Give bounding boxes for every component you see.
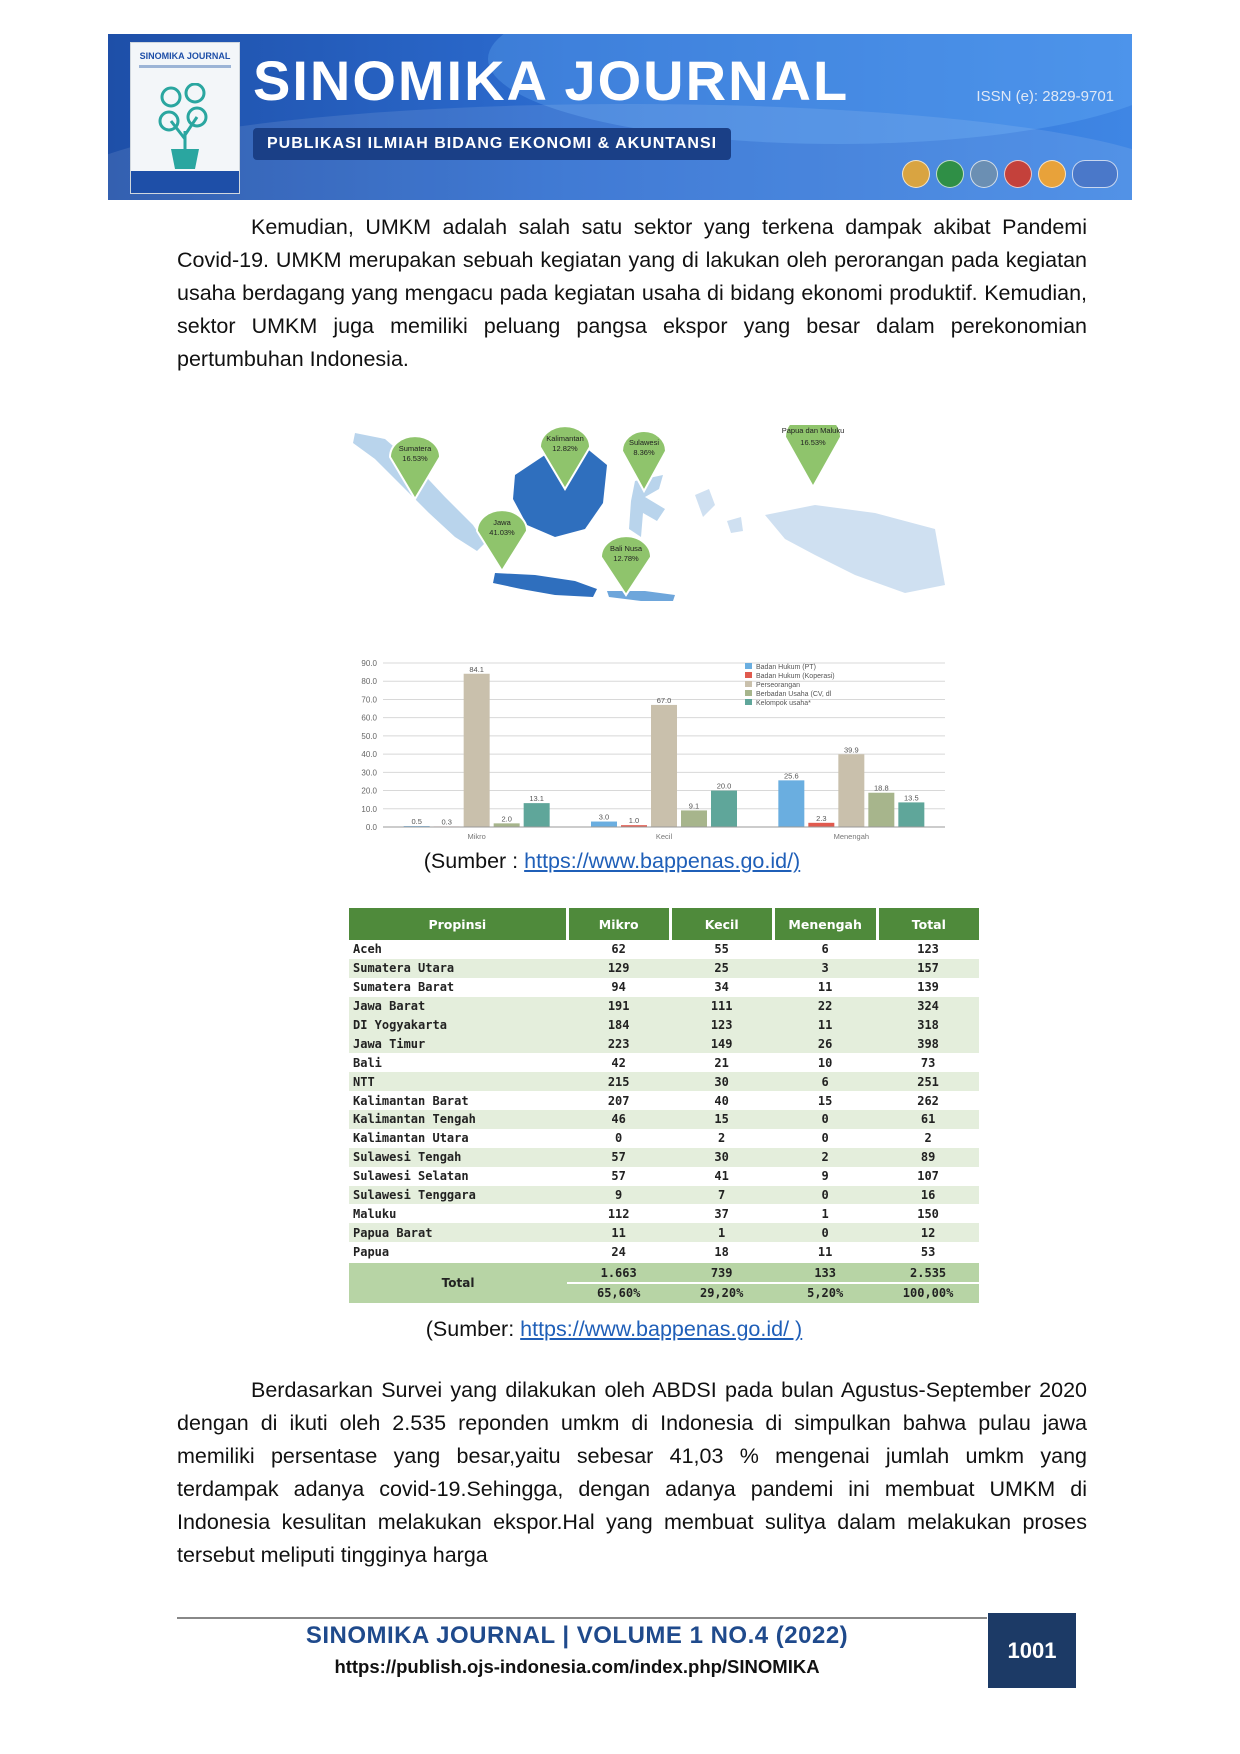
total-count-cell: 739	[670, 1262, 773, 1283]
value-cell: 40	[670, 1091, 773, 1110]
y-tick-label: 60.0	[361, 713, 377, 723]
table-row	[349, 1072, 979, 1091]
province-cell: Sulawesi Tengah	[349, 1148, 567, 1167]
province-cell: Papua Barat	[349, 1223, 567, 1242]
value-cell: 2	[773, 1148, 877, 1167]
table-row	[349, 978, 979, 997]
map-pin-name: Sulawesi	[628, 438, 660, 447]
value-cell: 57	[567, 1148, 670, 1167]
value-cell: 53	[877, 1242, 979, 1262]
value-cell: 0	[773, 1129, 877, 1148]
data-label: 18.8	[874, 783, 889, 793]
figure-caption-1	[0, 849, 1232, 874]
journal-cover-thumbnail	[130, 42, 240, 194]
value-cell: 73	[877, 1053, 979, 1072]
value-cell: 18	[670, 1242, 773, 1262]
column-header: Menengah	[773, 908, 877, 940]
value-cell: 94	[567, 978, 670, 997]
province-cell: Kalimantan Tengah	[349, 1110, 567, 1129]
value-cell: 157	[877, 959, 979, 978]
value-cell: 61	[877, 1110, 979, 1129]
map-pin-value: 12.78%	[613, 554, 639, 563]
value-cell: 10	[773, 1053, 877, 1072]
value-cell: 9	[773, 1167, 877, 1186]
province-cell: Maluku	[349, 1204, 567, 1223]
province-cell: Jawa Barat	[349, 997, 567, 1016]
data-label: 13.1	[529, 794, 544, 804]
value-cell: 55	[670, 940, 773, 959]
data-label: 67.0	[656, 695, 672, 705]
column-header: Mikro	[567, 908, 670, 940]
province-cell: Kalimantan Barat	[349, 1091, 567, 1110]
total-percent-cell: 5,20%	[773, 1283, 877, 1303]
table-row	[349, 1186, 979, 1205]
garuda-icon	[902, 160, 930, 188]
footer-url[interactable]: https://publish.ojs-indonesia.com/index.php/SINOMIKA	[334, 1656, 820, 1677]
value-cell: 0	[567, 1129, 670, 1148]
legend-swatch	[745, 663, 752, 669]
value-cell: 150	[877, 1204, 979, 1223]
bar-perseorangan	[464, 674, 490, 827]
table-row	[349, 940, 979, 959]
bar-badan-hukum-koperasi-	[808, 823, 834, 827]
value-cell: 324	[877, 997, 979, 1016]
body-paragraph-1: Kemudian, UMKM adalah salah satu sektor yang terkena dampak akibat Pandemi Covid-19. UMKM merupakan sebuah kegiatan yang di lakukan oleh perorangan pada kegiatan usaha berdagang yang mengacu pada kegiatan usaha di bidang ekonomi produktif. Kemudian, sektor UMKM juga memiliki peluang pangsa ekspor yang besar dalam perekonomian pertumbuhan Indonesia.	[177, 215, 1087, 371]
caption-prefix: (Sumber :	[423, 849, 525, 873]
cover-title: SINOMIKA JOURNAL	[139, 51, 231, 61]
y-tick-label: 50.0	[361, 731, 377, 741]
map-pin-name: Sumatera	[398, 444, 432, 453]
bar-perseorangan	[651, 705, 677, 827]
value-cell: 6	[773, 1072, 877, 1091]
value-cell: 129	[567, 959, 670, 978]
journal-banner	[108, 34, 1132, 200]
value-cell: 215	[567, 1072, 670, 1091]
value-cell: 107	[877, 1167, 979, 1186]
table-row	[349, 1110, 979, 1129]
bar-berbadan-usaha-cv-dl	[494, 823, 520, 827]
footer-journal-title: SINOMIKA JOURNAL | VOLUME 1 NO.4 (2022)	[305, 1622, 849, 1649]
value-cell: 0	[773, 1223, 877, 1242]
value-cell: 11	[773, 1242, 877, 1262]
value-cell: 15	[670, 1110, 773, 1129]
value-cell: 57	[567, 1167, 670, 1186]
province-cell: DI Yogyakarta	[349, 1016, 567, 1035]
y-tick-label: 70.0	[361, 695, 377, 705]
value-cell: 0	[773, 1186, 877, 1205]
bar-badan-hukum-pt-	[778, 780, 804, 827]
value-cell: 24	[567, 1242, 670, 1262]
value-cell: 2	[877, 1129, 979, 1148]
value-cell: 123	[670, 1016, 773, 1035]
value-cell: 1	[670, 1223, 773, 1242]
data-label: 0.5	[411, 817, 422, 827]
table-row	[349, 997, 979, 1016]
value-cell: 251	[877, 1072, 979, 1091]
bar-badan-hukum-pt-	[591, 822, 617, 827]
map-pin-value: 16.53%	[402, 454, 428, 463]
value-cell: 41	[670, 1167, 773, 1186]
total-count-cell: 1.663	[567, 1262, 670, 1283]
value-cell: 0	[773, 1110, 877, 1129]
value-cell: 262	[877, 1091, 979, 1110]
total-percent-cell: 100,00%	[877, 1283, 979, 1303]
value-cell: 7	[670, 1186, 773, 1205]
value-cell: 398	[877, 1034, 979, 1053]
table-row	[349, 1223, 979, 1242]
footer-divider	[177, 1617, 987, 1619]
value-cell: 62	[567, 940, 670, 959]
value-cell: 42	[567, 1053, 670, 1072]
table-header-row	[349, 908, 979, 940]
data-label: 25.6	[784, 771, 799, 781]
map-pin-value: 41.03%	[489, 528, 515, 537]
legend-label: Badan Hukum (PT)	[756, 664, 816, 671]
source-link[interactable]: https://www.bappenas.go.id/ )	[520, 1317, 803, 1341]
table-row	[349, 1053, 979, 1072]
data-label: 3.0	[598, 812, 610, 822]
map-pin-value: 8.36%	[633, 448, 655, 457]
y-tick-label: 10.0	[361, 804, 377, 814]
table-row	[349, 1242, 979, 1262]
total-label: Total	[349, 1262, 567, 1303]
value-cell: 223	[567, 1034, 670, 1053]
map-pin-name: Kalimantan	[546, 434, 584, 443]
table-row	[349, 1204, 979, 1223]
province-cell: NTT	[349, 1072, 567, 1091]
google-scholar-icon	[1072, 160, 1118, 188]
value-cell: 11	[567, 1223, 670, 1242]
map-pin-name: Jawa	[493, 518, 511, 527]
value-cell: 3	[773, 959, 877, 978]
bar-kelompok-usaha-	[711, 791, 737, 827]
map-pin-value: 12.82%	[552, 444, 578, 453]
value-cell: 111	[670, 997, 773, 1016]
body-paragraph-2: Berdasarkan Survei yang dilakukan oleh ABDSI pada bulan Agustus-September 2020 dengan di ikuti oleh 2.535 reponden umkm di Indonesia di simpulkan bahwa pulau jawa memiliki persentase yang besar,yaitu sebesar 41,03 % mengenai jumlah umkm yang terdampak adanya covid-19.Sehingga, dengan adanya pandemi ini membuat UMKM di Indonesia kesulitan melakukan ekspor.Hal yang membuat sulitya dalam melakukan proses tersebut meliputi tingginya harga	[177, 1378, 1087, 1567]
bar-kelompok-usaha-	[524, 803, 550, 827]
province-cell: Papua	[349, 1242, 567, 1262]
y-tick-label: 90.0	[361, 659, 377, 668]
table-row	[349, 959, 979, 978]
table-row	[349, 1034, 979, 1053]
province-cell: Aceh	[349, 940, 567, 959]
indonesia-umkm-map	[345, 425, 958, 630]
legend-swatch	[745, 681, 752, 687]
province-cell: Sulawesi Selatan	[349, 1167, 567, 1186]
bar-berbadan-usaha-cv-dl	[681, 810, 707, 827]
data-label: 2.3	[816, 813, 827, 823]
value-cell: 191	[567, 997, 670, 1016]
table-row	[349, 1016, 979, 1035]
table-row	[349, 1148, 979, 1167]
map-pin-value: 16.53%	[800, 438, 826, 447]
y-tick-label: 80.0	[361, 677, 377, 687]
data-label: 13.5	[904, 793, 919, 803]
value-cell: 89	[877, 1148, 979, 1167]
value-cell: 184	[567, 1016, 670, 1035]
page-number: 1001	[988, 1613, 1076, 1688]
value-cell: 37	[670, 1204, 773, 1223]
table-row	[349, 1167, 979, 1186]
value-cell: 12	[877, 1223, 979, 1242]
data-label: 0.3	[441, 817, 452, 827]
data-label: 1.0	[628, 816, 640, 826]
data-label: 2.0	[501, 814, 512, 824]
doi-icon	[1038, 160, 1066, 188]
x-category-label: Kecil	[655, 832, 673, 841]
y-tick-label: 0.0	[365, 823, 377, 832]
y-tick-label: 20.0	[361, 786, 377, 796]
bar-berbadan-usaha-cv-dl	[868, 793, 894, 827]
table-row	[349, 1129, 979, 1148]
table-row	[349, 1091, 979, 1110]
map-pin-name: Papua dan Maluku	[781, 426, 845, 435]
value-cell: 123	[877, 940, 979, 959]
province-cell: Sulawesi Tenggara	[349, 1186, 567, 1205]
value-cell: 22	[773, 997, 877, 1016]
value-cell: 149	[670, 1034, 773, 1053]
value-cell: 30	[670, 1072, 773, 1091]
province-cell: Sumatera Barat	[349, 978, 567, 997]
legend-label: Berbadan Usaha (CV, dl	[756, 691, 832, 698]
total-percent-cell: 29,20%	[670, 1283, 773, 1303]
legend-label: Perseorangan	[756, 682, 800, 689]
data-label: 84.1	[469, 664, 484, 674]
value-cell: 2	[670, 1129, 773, 1148]
value-cell: 16	[877, 1186, 979, 1205]
journal-name: SINOMIKA JOURNAL	[253, 49, 850, 112]
table-total-row	[349, 1262, 979, 1283]
total-percent-cell: 65,60%	[567, 1283, 670, 1303]
value-cell: 1	[773, 1204, 877, 1223]
value-cell: 25	[670, 959, 773, 978]
legend-swatch	[745, 699, 752, 705]
map-pin-name: Bali Nusa	[609, 544, 643, 553]
value-cell: 112	[567, 1204, 670, 1223]
total-count-cell: 2.535	[877, 1262, 979, 1283]
umkm-province-table	[349, 908, 979, 1303]
value-cell: 207	[567, 1091, 670, 1110]
caption-prefix: (Sumber:	[425, 1317, 521, 1341]
journal-subtitle: PUBLIKASI ILMIAH BIDANG EKONOMI & AKUNTANSI	[253, 128, 731, 160]
value-cell: 21	[670, 1053, 773, 1072]
value-cell: 6	[773, 940, 877, 959]
value-cell: 9	[567, 1186, 670, 1205]
value-cell: 15	[773, 1091, 877, 1110]
bar-kelompok-usaha-	[898, 802, 924, 827]
bar-perseorangan	[838, 754, 864, 827]
data-label: 9.1	[688, 801, 700, 811]
value-cell: 139	[877, 978, 979, 997]
umkm-bar-chart	[345, 655, 958, 848]
value-cell: 11	[773, 1016, 877, 1035]
kemdikbud-icon	[936, 160, 964, 188]
x-category-label: Menengah	[833, 832, 870, 841]
y-tick-label: 40.0	[361, 750, 377, 760]
province-cell: Kalimantan Utara	[349, 1129, 567, 1148]
source-link[interactable]: https://www.bappenas.go.id/)	[524, 849, 801, 873]
legend-label: Badan Hukum (Koperasi)	[756, 673, 835, 680]
y-tick-label: 30.0	[361, 768, 377, 778]
value-cell: 26	[773, 1034, 877, 1053]
issn-label: ISSN (e): 2829-9701	[976, 88, 1114, 105]
legend-label: Kelompok usaha*	[756, 700, 811, 707]
column-header: Total	[877, 908, 979, 940]
legend-swatch	[745, 690, 752, 696]
column-header: Kecil	[670, 908, 773, 940]
indexing-logos	[902, 160, 1118, 188]
garuda-ref-icon	[1004, 160, 1032, 188]
figure-caption-2	[0, 1317, 1234, 1342]
province-cell: Bali	[349, 1053, 567, 1072]
legend-swatch	[745, 672, 752, 678]
value-cell: 46	[567, 1110, 670, 1129]
value-cell: 30	[670, 1148, 773, 1167]
data-label: 20.0	[716, 781, 732, 791]
column-header: Propinsi	[349, 908, 567, 940]
crossref-icon	[970, 160, 998, 188]
data-label: 39.9	[844, 745, 859, 755]
x-category-label: Mikro	[467, 832, 486, 841]
value-cell: 34	[670, 978, 773, 997]
total-count-cell: 133	[773, 1262, 877, 1283]
province-cell: Jawa Timur	[349, 1034, 567, 1053]
value-cell: 11	[773, 978, 877, 997]
money-plant-icon	[157, 83, 213, 173]
value-cell: 318	[877, 1016, 979, 1035]
province-cell: Sumatera Utara	[349, 959, 567, 978]
